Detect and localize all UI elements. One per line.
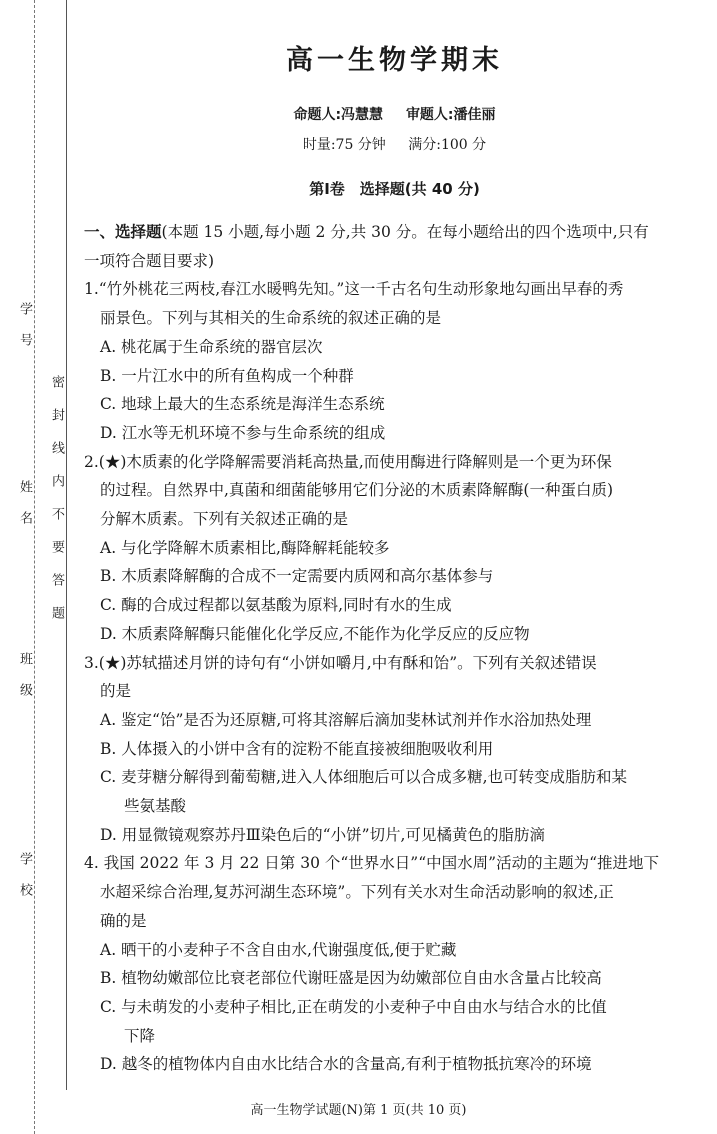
question-stem-line: 的过程。自然界中,真菌和细菌能够用它们分泌的木质素降解酶(一种蛋白质) [100,481,614,500]
section-title: 第Ⅰ卷 选择题(共 40 分) [309,180,480,198]
full-score: 满分:100 分 [408,137,487,153]
option-line: A. 与化学降解木质素相比,酶降解耗能较多 [100,538,390,557]
option-line: C. 与未萌发的小麦种子相比,正在萌发的小麦种子中自由水与结合水的比值 [100,997,607,1016]
option-line: A. 桃花属于生命系统的器官层次 [100,337,323,356]
time-limit: 时量:75 分钟 [302,137,386,153]
option-line: A. 鉴定“饴”是否为还原糖,可将其溶解后滴加斐林试剂并作水浴加热处理 [100,710,592,729]
option-line: 些氨基酸 [124,797,187,816]
class-label: 班级 [17,652,32,714]
part-instructions-2: 一项符合题目要求) [84,251,215,270]
binding-dashed-line [34,0,35,1134]
authors-line [82,104,707,124]
option-line: B. 植物幼嫩部位比衰老部位代谢旺盛是因为幼嫩部位自由水含量占比较高 [100,969,602,988]
option-line: B. 木质素降解酶的合成不一定需要内质网和高尔基体参与 [100,567,494,586]
option-line: A. 晒干的小麦种子不含自由水,代谢强度低,便于贮藏 [100,940,457,959]
setter: 命题人:冯慧慧 [293,107,384,123]
reviewer: 审题人:潘佳丽 [405,107,496,123]
question-stem-line: 分解木质素。下列有关叙述正确的是 [100,510,349,529]
question [84,649,706,850]
part-label: 一、选择题 [84,223,162,241]
option-line: D. 木质素降解酶只能催化化学反应,不能作为化学反应的反应物 [100,624,530,643]
question-stem-line: 4. 我国 2022 年 3 月 22 日第 30 个“世界水日”“中国水周”活动的主题为“推进地下 [84,854,660,873]
option-line: C. 麦芽糖分解得到葡萄糖,进入人体细胞后可以合成多糖,也可转变成脂肪和某 [100,768,628,787]
question-stem-line: 确的是 [100,911,147,930]
exam-info-line [82,134,707,154]
seal-line-note: 密封线内不要答题 [49,375,64,639]
question-stem-line: 丽景色。下列与其相关的生命系统的叙述正确的是 [100,309,442,328]
question-stem-line: 的是 [100,682,132,701]
questions-body [84,218,706,1079]
option-line: 下降 [124,1026,156,1045]
name-label: 姓名 [17,480,32,542]
page-title: 高一生物学期末 [286,45,503,76]
question [84,448,706,649]
binding-margin [0,0,70,1134]
option-line: B. 一片江水中的所有鱼构成一个种群 [100,366,354,385]
option-line: C. 酶的合成过程都以氨基酸为原料,同时有水的生成 [100,596,452,615]
question-stem-line: 2.(★)木质素的化学降解需要消耗高热量,而使用酶进行降解则是一个更为环保 [84,452,612,471]
question-stem-line: 1.“竹外桃花三两枝,春江水暖鸭先知。”这一千古名句生动形象地勾画出早春的秀 [84,280,624,299]
school-label: 学校 [17,852,32,914]
option-line: D. 越冬的植物体内自由水比结合水的含量高,有利于植物抵抗寒冷的环境 [100,1055,592,1074]
option-line: C. 地球上最大的生态系统是海洋生态系统 [100,395,385,414]
question [84,275,706,447]
question [84,849,706,1079]
option-line: B. 人体摄入的小饼中含有的淀粉不能直接被细胞吸收利用 [100,739,494,758]
option-line: D. 用显微镜观察苏丹Ⅲ染色后的“小饼”切片,可见橘黄色的脂肪滴 [100,825,545,844]
part-instructions [84,218,706,247]
option-line: D. 江水等无机环境不参与生命系统的组成 [100,423,386,442]
question-stem-line: 3.(★)苏轼描述月饼的诗句有“小饼如嚼月,中有酥和饴”。下列有关叙述错误 [84,653,597,672]
student-number-label: 学号 [17,302,32,364]
page-footer: 高一生物学试题(N)第 1 页(共 10 页) [250,1103,467,1118]
question-stem-line: 水超采综合治理,复苏河湖生态环境”。下列有关水对生命活动影响的叙述,正 [100,883,614,902]
binding-solid-line [66,0,67,1090]
part-instructions-1: (本题 15 小题,每小题 2 分,共 30 分。在每小题给出的四个选项中,只有 [161,223,649,241]
question-list [84,275,706,1079]
